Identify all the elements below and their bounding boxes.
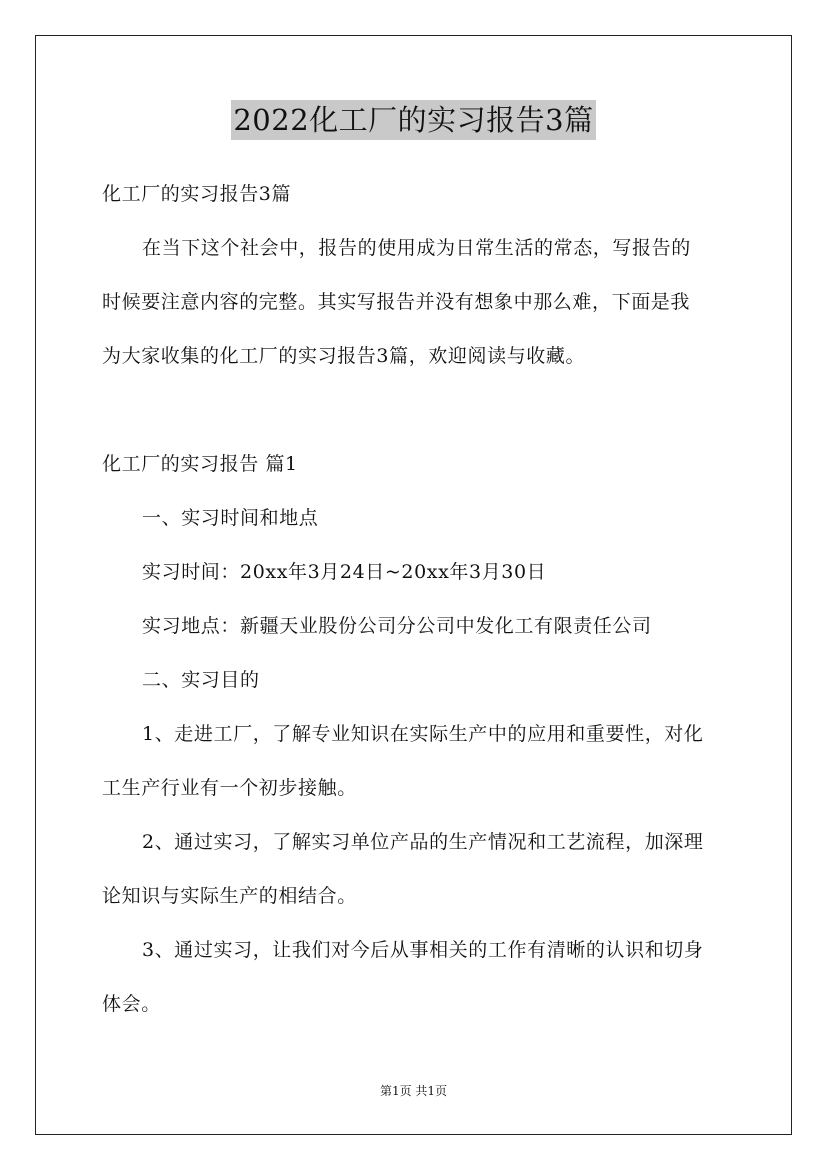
goal3-line-2: 体会。 (102, 993, 161, 1015)
goal1-line-2: 工生产行业有一个初步接触。 (102, 777, 357, 799)
intro-line-3: 为大家收集的化工厂的实习报告3篇，欢迎阅读与收藏。 (102, 345, 586, 367)
document-title: 2022化工厂的实习报告3篇 (231, 100, 595, 140)
document-subtitle: 化工厂的实习报告3篇 (102, 183, 292, 205)
internship-time: 实习时间：20xx年3月24日~20xx年3月30日 (142, 561, 547, 583)
internship-place: 实习地点：新疆天业股份公司分公司中发化工有限责任公司 (142, 615, 652, 637)
goal2-line-1: 2、通过实习，了解实习单位产品的生产情况和工艺流程，加深理 (142, 831, 704, 853)
section-heading: 化工厂的实习报告 篇1 (102, 453, 298, 475)
goal2-line-2: 论知识与实际生产的相结合。 (102, 885, 357, 907)
title-container (0, 100, 827, 140)
item1-heading: 一、实习时间和地点 (142, 507, 319, 529)
item2-heading: 二、实习目的 (142, 669, 260, 691)
page-footer: 第1页 共1页 (379, 1084, 448, 1098)
goal3-line-1: 3、通过实习，让我们对今后从事相关的工作有清晰的认识和切身 (142, 939, 704, 961)
intro-line-2: 时候要注意内容的完整。其实写报告并没有想象中那么难，下面是我 (102, 291, 691, 313)
intro-line-1: 在当下这个社会中，报告的使用成为日常生活的常态，写报告的 (142, 237, 691, 259)
goal1-line-1: 1、走进工厂，了解专业知识在实际生产中的应用和重要性，对化 (142, 723, 704, 745)
